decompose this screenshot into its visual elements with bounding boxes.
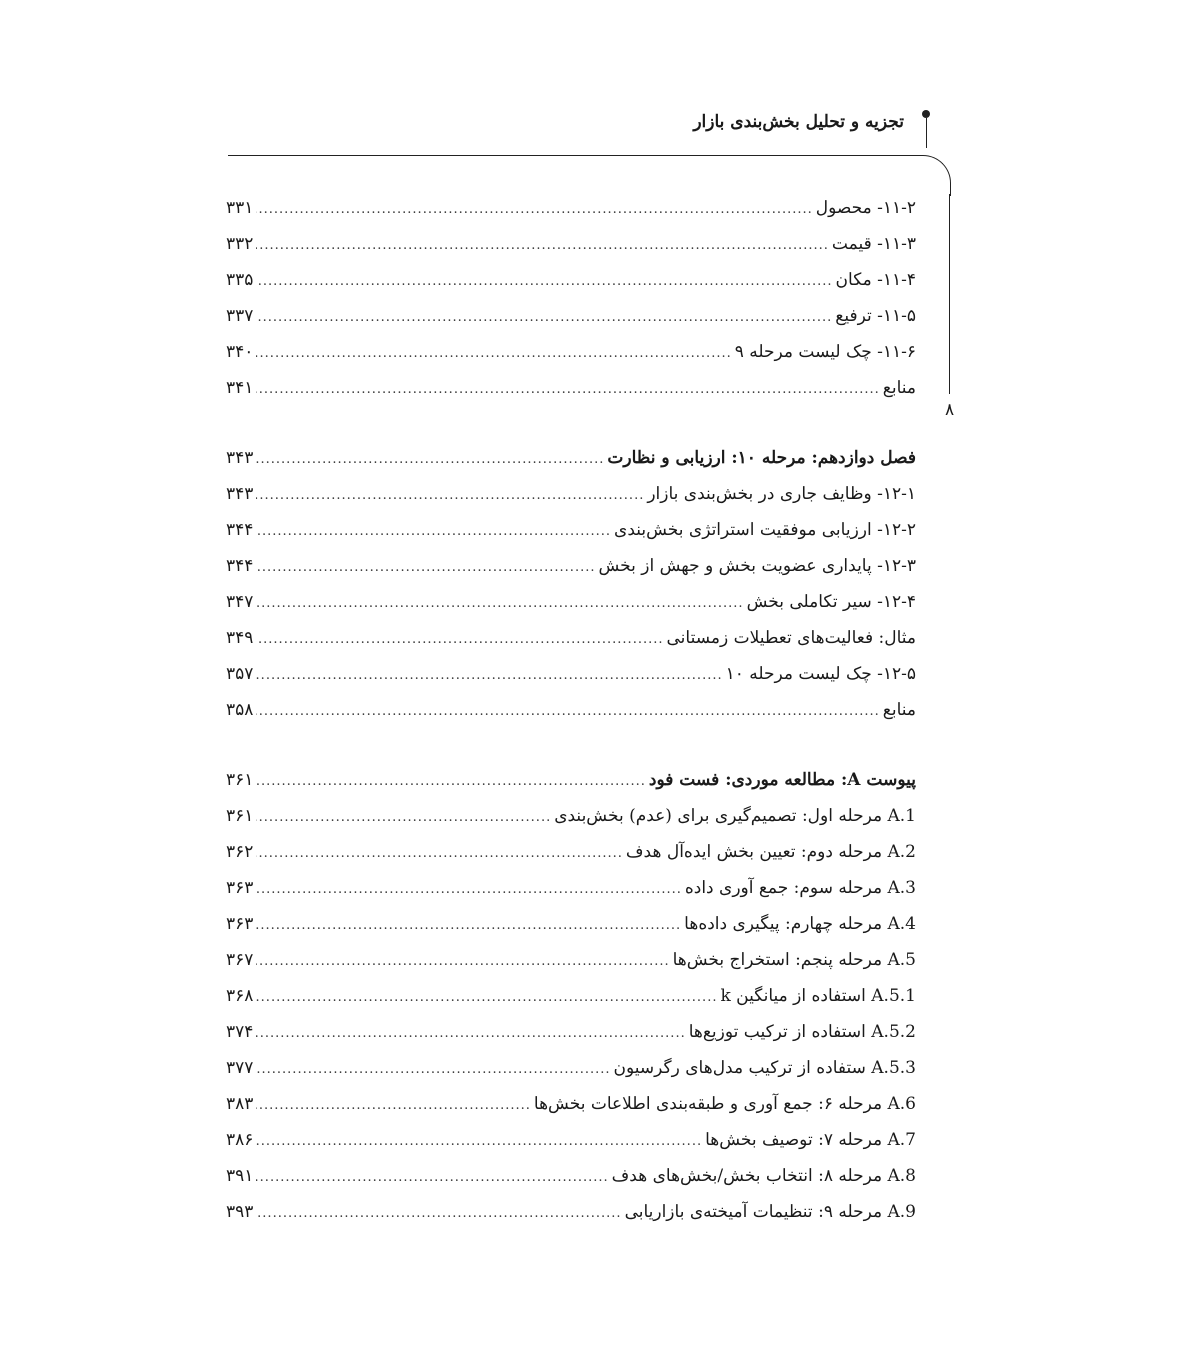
toc-entry-page: ۳۴۳ — [226, 484, 254, 504]
toc-entry-page: ۳۴۴ — [226, 520, 254, 540]
toc-entry[interactable] — [226, 448, 916, 484]
toc-entry-page: ۳۵۸ — [226, 700, 254, 720]
toc-entry-page: ۳۳۵ — [226, 270, 254, 290]
header-corner-curve — [906, 155, 951, 196]
header-ornament-dot — [922, 110, 930, 118]
toc-entry[interactable] — [226, 1058, 916, 1094]
toc-entry[interactable] — [226, 556, 916, 592]
dot-leader — [256, 488, 644, 503]
toc-entry-title: A.5.3 ستفاده از ترکیب مدل‌های رگرسیون — [613, 1058, 916, 1078]
dot-leader — [256, 1170, 608, 1185]
dot-leader — [256, 560, 595, 575]
toc-entry-page: ۳۷۴ — [226, 1022, 254, 1042]
toc-entry[interactable] — [226, 878, 916, 914]
toc-entry[interactable] — [226, 806, 916, 842]
dot-leader — [256, 846, 623, 861]
header-ornament-line — [926, 118, 927, 148]
dot-leader — [256, 1026, 685, 1041]
toc-entry[interactable] — [226, 770, 916, 806]
toc-entry[interactable] — [226, 270, 916, 306]
toc-entry[interactable] — [226, 950, 916, 986]
toc-entry[interactable] — [226, 664, 916, 700]
dot-leader — [256, 704, 879, 719]
toc-entry[interactable] — [226, 234, 916, 270]
toc-entry-page: ۳۷۷ — [226, 1058, 254, 1078]
toc-entry-page: ۳۶۱ — [226, 770, 254, 790]
toc-entry-title: پیوست A: مطالعه موردی: فست فود — [648, 770, 916, 790]
toc-entry-page: ۳۶۸ — [226, 986, 254, 1006]
header-rule — [228, 155, 918, 156]
toc-entry-title: A.3 مرحله سوم: جمع آوری داده — [684, 878, 916, 898]
toc-entry-title: A.2 مرحله دوم: تعیین بخش ایده‌آل هدف — [625, 842, 916, 862]
toc-entry-title: ۱۱-۳- قیمت — [831, 234, 916, 254]
toc-entry-title: ۱۱-۲- محصول — [815, 198, 916, 218]
toc-entry[interactable] — [226, 914, 916, 950]
dot-leader — [256, 1098, 531, 1113]
toc-entry-title: ۱۲-۵- چک لیست مرحله ۱۰ — [725, 664, 916, 684]
toc-entry-page: ۳۳۲ — [226, 234, 254, 254]
dot-leader — [256, 452, 604, 467]
dot-leader — [256, 596, 743, 611]
toc-section — [226, 448, 916, 736]
toc-entry-title: فصل دوازدهم: مرحله ۱۰: ارزیابی و نظارت — [607, 448, 916, 468]
toc-entry-title: A.4 مرحله چهارم: پیگیری داده‌ها — [684, 914, 916, 934]
toc-entry-title: A.7 مرحله ۷: توصیف بخش‌ها — [705, 1130, 916, 1150]
toc-entry-page: ۳۴۷ — [226, 592, 254, 612]
toc-section — [226, 770, 916, 1238]
toc-entry-title: منابع — [882, 378, 916, 398]
toc-entry[interactable] — [226, 378, 916, 414]
toc-entry-page: ۳۴۹ — [226, 628, 254, 648]
toc-entry-title: منابع — [882, 700, 916, 720]
dot-leader — [256, 810, 551, 825]
dot-leader — [256, 1134, 702, 1149]
toc-entry-page: ۳۸۶ — [226, 1130, 254, 1150]
toc-entry-title: ۱۱-۶- چک لیست مرحله ۹ — [734, 342, 916, 362]
toc-entry-title: ۱۱-۴- مکان — [835, 270, 916, 290]
toc-entry[interactable] — [226, 1130, 916, 1166]
toc-entry-page: ۳۹۱ — [226, 1166, 254, 1186]
toc-entry[interactable] — [226, 1166, 916, 1202]
toc-entry[interactable] — [226, 484, 916, 520]
table-of-contents — [226, 198, 916, 1272]
toc-entry-page: ۳۴۳ — [226, 448, 254, 468]
toc-entry-title: ۱۲-۱- وظایف جاری در بخش‌بندی بازار — [647, 484, 916, 504]
toc-entry-title: ۱۲-۴- سیر تکاملی بخش — [746, 592, 916, 612]
toc-entry-title: A.5 مرحله پنجم: استخراج بخش‌ها — [672, 950, 916, 970]
dot-leader — [256, 668, 722, 683]
dot-leader — [256, 1206, 621, 1221]
dot-leader — [256, 990, 717, 1005]
toc-entry[interactable] — [226, 700, 916, 736]
page-number: ۸ — [945, 400, 955, 420]
toc-entry-page: ۳۶۲ — [226, 842, 254, 862]
toc-entry-title: A.6 مرحله ۶: جمع آوری و طبقه‌بندی اطلاعات بخش‌ها — [533, 1094, 916, 1114]
toc-entry[interactable] — [226, 1022, 916, 1058]
toc-entry-page: ۳۸۳ — [226, 1094, 254, 1114]
toc-entry-page: ۳۶۱ — [226, 806, 254, 826]
toc-entry[interactable] — [226, 842, 916, 878]
dot-leader — [256, 918, 681, 933]
toc-entry-page: ۳۶۳ — [226, 914, 254, 934]
toc-section — [226, 198, 916, 414]
toc-entry[interactable] — [226, 520, 916, 556]
toc-entry-title: A.9 مرحله ۹: تنظیمات آمیخته‌ی بازاریابی — [624, 1202, 916, 1222]
toc-entry[interactable] — [226, 1202, 916, 1238]
toc-entry-title: ۱۲-۲- ارزیابی موفقیت استراتژی بخش‌بندی — [614, 520, 916, 540]
toc-entry[interactable] — [226, 986, 916, 1022]
toc-entry-page: ۳۵۷ — [226, 664, 254, 684]
toc-entry-page: ۳۴۴ — [226, 556, 254, 576]
toc-entry-page: ۳۶۳ — [226, 878, 254, 898]
toc-entry-title: A.8 مرحله ۸: انتخاب بخش/بخش‌های هدف — [611, 1166, 916, 1186]
toc-entry-page: ۳۹۳ — [226, 1202, 254, 1222]
running-header: تجزیه و تحلیل بخش‌بندی بازار — [693, 112, 904, 132]
toc-entry[interactable] — [226, 306, 916, 342]
side-rule — [949, 194, 950, 394]
dot-leader — [256, 524, 611, 539]
dot-leader — [256, 346, 731, 361]
toc-entry[interactable] — [226, 342, 916, 378]
dot-leader — [256, 274, 832, 289]
dot-leader — [256, 238, 829, 253]
toc-entry-page: ۳۴۰ — [226, 342, 254, 362]
toc-entry[interactable] — [226, 628, 916, 664]
toc-entry[interactable] — [226, 198, 916, 234]
toc-entry[interactable] — [226, 592, 916, 628]
toc-entry[interactable] — [226, 1094, 916, 1130]
dot-leader — [256, 882, 681, 897]
dot-leader — [256, 954, 669, 969]
toc-entry-page: ۳۴۱ — [226, 378, 254, 398]
toc-entry-title: ۱۲-۳- پایداری عضویت بخش و جهش از بخش — [598, 556, 916, 576]
toc-entry-page: ۳۳۷ — [226, 306, 254, 326]
toc-entry-title: A.1 مرحله اول: تصمیم‌گیری برای (عدم) بخش‌بندی — [554, 806, 916, 826]
toc-entry-title: A.5.1 استفاده از میانگین k — [720, 986, 916, 1006]
toc-entry-page: ۳۳۱ — [226, 198, 254, 218]
toc-entry-title: A.5.2 استفاده از ترکیب توزیع‌ها — [688, 1022, 916, 1042]
dot-leader — [256, 632, 663, 647]
dot-leader — [256, 310, 832, 325]
toc-entry-title: ۱۱-۵- ترفیع — [835, 306, 916, 326]
dot-leader — [256, 774, 646, 789]
dot-leader — [256, 1062, 610, 1077]
toc-entry-page: ۳۶۷ — [226, 950, 254, 970]
toc-entry-title: مثال: فعالیت‌های تعطیلات زمستانی — [666, 628, 916, 648]
dot-leader — [256, 202, 812, 217]
dot-leader — [256, 382, 879, 397]
